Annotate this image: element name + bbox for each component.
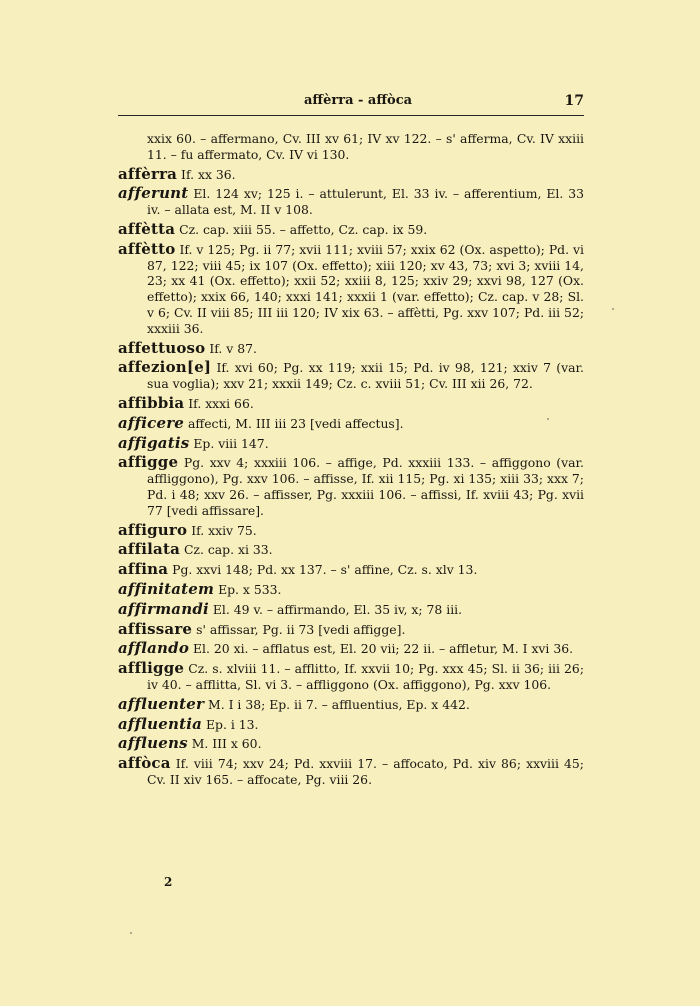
entry-headword: afferunt (118, 184, 189, 203)
entry-citations: El. 20 xi. – afflatus est, El. 20 vii; 22 ii. – affletur, M. I xvi 36. (193, 641, 574, 657)
dictionary-entry (118, 641, 584, 657)
entry-headword: affligge (118, 659, 185, 678)
dictionary-entry (118, 186, 584, 218)
entry-headword: affiguro (118, 520, 188, 539)
entry-citations: M. I i 38; Ep. ii 7. – affluentius, Ep. x 442. (208, 696, 470, 712)
entry-headword: affigge (118, 453, 179, 472)
paper-speck (547, 418, 549, 420)
entry-citations: s' affissar, Pg. ii 73 [vedi affigge]. (196, 621, 406, 637)
entry-headword: affezion[e] (118, 358, 212, 377)
entry-citations: Ep. x 533. (218, 581, 282, 597)
dictionary-entry (118, 393, 584, 412)
dictionary-entry (118, 239, 584, 337)
page-header (118, 93, 584, 116)
paper-speck (130, 932, 132, 934)
entry-headword: affètta (118, 219, 176, 238)
entry-headword: affibbia (118, 393, 185, 412)
dictionary-entry (118, 736, 584, 752)
entry-citations: M. III x 60. (191, 736, 262, 752)
dictionary-entry (118, 562, 584, 578)
entry-headword: affissare (118, 619, 193, 638)
entry-headword: affilata (118, 540, 180, 559)
entry-headword: affettuoso (118, 338, 206, 357)
entry-headword: affètto (118, 239, 176, 258)
entry-citations: El. 49 v. – affirmando, El. 35 iv, x; 78 iii. (212, 601, 463, 617)
entry-citations: Cz. cap. xi 33. (183, 542, 273, 558)
entry-headword: affòca (118, 754, 171, 773)
dictionary-entry (118, 661, 584, 693)
dictionary-entry (118, 542, 584, 558)
entry-citations: If. xvi 60; Pg. xx 119; xxii 15; Pd. iv 98, 121; xxiv 7 (var. sua voglia); xxv 21; xxxii 149; Cz. c. xviii 51; Cv. III xii 26, 72. (147, 360, 584, 392)
entry-citations: Ep. i 13. (205, 716, 259, 732)
entry-citations: affecti, M. III iii 23 [vedi affectus]. (188, 415, 404, 431)
page-number: 17 (564, 93, 584, 109)
dictionary-entry (118, 694, 584, 713)
entry-citations: If. xxxi 66. (188, 395, 254, 411)
dictionary-entry (118, 520, 584, 539)
entry-headword: affirmandi (118, 599, 209, 618)
entry-citations: Cz. cap. xiii 55. – affetto, Cz. cap. ix 59. (179, 221, 428, 237)
dictionary-entry (118, 599, 584, 618)
entry-citations: If. v 125; Pg. ii 77; xvii 111; xviii 57; xxix 62 (Ox. aspetto); Pd. vi 87, 122; viii 45; ix 107 (Ox. effetto); xiii 120; xv 43, 73; xvi 3; xviii 14, 23; xx 41 (Ox. effetto); xxii 52; xxiii 8, 125; xxiv 29; xxvi 98, 127 (Ox. effetto); xxix 66, 140; xxxi 141; xxxii 1 (var. effetto); Cz. cap. v 28; Sl. v 6; Cv. II viii 85; III iii 120; IV xix 63. – affètti, Pg. xxv 107; Pd. iii 52; xxxiii 36. (147, 241, 584, 336)
entry-citations: xxix 60. – affermano, Cv. III xv 61; IV xv 122. – s' afferma, Cv. IV xxiii 11. – fu affermato, Cv. IV vi 130. (147, 131, 584, 162)
entry-citations: If. v 87. (209, 340, 257, 356)
running-head: affèrra - affòca (304, 93, 413, 108)
dictionary-entry (118, 714, 584, 733)
entry-citations: Pg. xxvi 148; Pd. xx 137. – s' affine, Cz. s. xlv 13. (172, 562, 478, 578)
signature-mark: 2 (164, 875, 173, 889)
entry-headword: affèrra (118, 164, 178, 183)
entry-citations: Ep. viii 147. (193, 435, 269, 451)
dictionary-entry (118, 131, 584, 163)
dictionary-entry (118, 360, 584, 392)
dictionary-entry (118, 413, 584, 432)
entry-headword: afflando (118, 639, 190, 658)
dictionary-entry (118, 579, 584, 598)
entry-citations: If. xx 36. (181, 166, 236, 182)
dictionary-entry (118, 756, 584, 788)
entry-citations: Pg. xxv 4; xxxiii 106. – affige, Pd. xxxiii 133. – affiggono (var. affliggono), Pg. xxv 106. – affisse, If. xii 115; Pg. xi 135; xiii 33; xxx 7; Pd. i 48; xxv 26. – affisser, Pg. xxxiii 106. – affissi, If. xviii 43; Pg. xvii 77 [vedi affissare]. (147, 455, 584, 518)
entry-headword: afficere (118, 413, 185, 432)
dictionary-entry (118, 455, 584, 518)
paper-speck (612, 308, 614, 310)
entry-headword: affinitatem (118, 579, 215, 598)
entry-headword: affluens (118, 734, 188, 753)
dictionary-entry (118, 164, 584, 183)
dictionary-entry (118, 433, 584, 452)
dictionary-entries (118, 131, 584, 792)
entry-citations: El. 124 xv; 125 i. – attulerunt, El. 33 iv. – afferentium, El. 33 iv. – allata est, M. II v 108. (147, 186, 584, 218)
entry-headword: affigatis (118, 433, 190, 452)
entry-citations: If. viii 74; xxv 24; Pd. xxviii 17. – affocato, Pd. xiv 86; xxviii 45; Cv. II xiv 165. – affocate, Pg. viii 26. (147, 756, 584, 787)
entry-headword: affina (118, 560, 169, 579)
dictionary-entry (118, 338, 584, 357)
entry-headword: affluentia (118, 714, 203, 733)
entry-headword: affluenter (118, 694, 205, 713)
dictionary-entry (118, 219, 584, 238)
entry-citations: If. xxiv 75. (191, 522, 257, 538)
entry-citations: Cz. s. xlviii 11. – afflitto, If. xxvii 10; Pg. xxx 45; Sl. ii 36; iii 26; iv 40. – afflitta, Sl. vi 3. – affliggono (Ox. affiggono), Pg. xxv 106. (147, 661, 584, 692)
dictionary-entry (118, 619, 584, 638)
